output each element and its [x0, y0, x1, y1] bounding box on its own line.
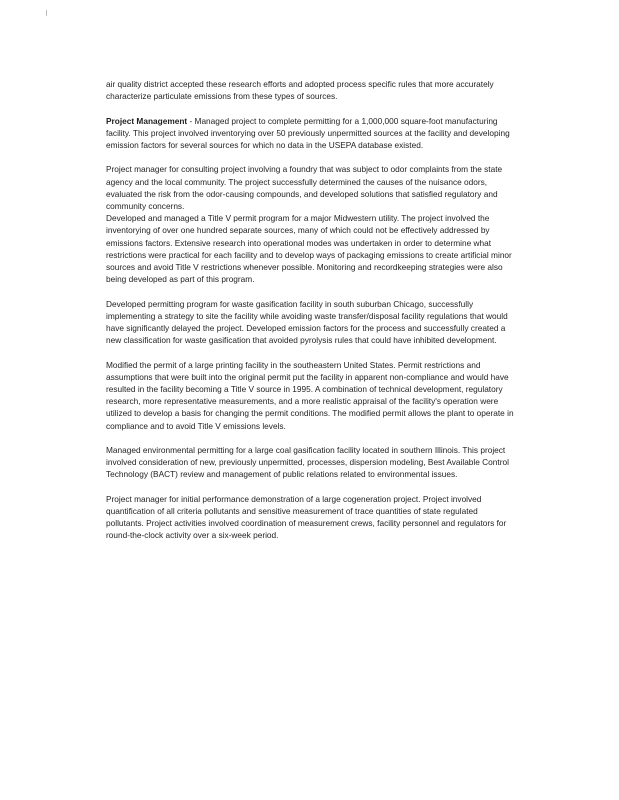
paragraph-text: Managed environmental permitting for a large coal gasification facility located in southern Illinois. This project involved consideration of new, previously unpermitted, processes, dispersion modeling, Best Available Control Technology (BACT) review and management of public relations related to environmental issues.: [106, 445, 509, 480]
paragraph-lead: Project Management: [106, 115, 188, 126]
paragraph-cogeneration: [106, 493, 516, 542]
paragraph-coal-gasification: [106, 444, 516, 481]
paragraph-title-v-utility: [106, 212, 516, 285]
paragraph-foundry: [106, 163, 516, 212]
paragraph-text: Modified the permit of a large printing facility in the southeastern United States. Permit restrictions and assumptions that were built into the original permit put the facility in apparent non-compliance and would have resulted in the facility becoming a Title V source in 1995. A combination of technical development, regulatory research, more representative measurements, and a more realistic appraisal of the facility's operation were utilized to develop a basis for changing the permit conditions. The modified permit allows the plant to operate in compliance and to avoid Title V emissions levels.: [106, 359, 514, 431]
body-text: [106, 78, 516, 554]
paragraph-text: Project manager for consulting project involving a foundry that was subject to odor complaints from the state agency and the local community. The project successfully determined the causes of the nuisance odors, evaluated the risk from the odor-causing compounds, and developed solutions that satisfied regulatory and community concerns.: [106, 164, 503, 211]
paragraph-project-management: [106, 115, 516, 152]
scan-mark: [46, 10, 47, 16]
paragraph-text: air quality district accepted these research efforts and adopted process specific rules that more accurately characterize particulate emissions from these types of sources.: [106, 79, 494, 102]
paragraph-waste-gasification: [106, 298, 516, 347]
paragraph-text: Project manager for initial performance demonstration of a large cogeneration project. Project involved quantification of all criteria pollutants and sensitive measurement of trace quantities of state regulated pollutants. Project activities involved coordination of measurement crews, facility personnel and regulators for round-the-clock activity over a six-week period.: [106, 493, 507, 541]
paragraph-air-quality: [106, 78, 516, 102]
paragraph-text: - Managed project to complete permitting for a 1,000,000 square-foot manufacturing facility. This project involved inventorying over 50 previously unpermitted sources at the facility and developing emission factors for several sources for which no data in the USEPA database existed.: [106, 115, 510, 150]
paragraph-printing-facility: [106, 359, 516, 432]
paragraph-text: Developed permitting program for waste gasification facility in south suburban Chicago, successfully implementing a strategy to site the facility while avoiding waste transfer/disposal facility regulations that would have significantly delayed the project. Developed emission factors for the process and successfully created a new classification for waste gasification that avoided pyrolysis rules that could have inhibited development.: [106, 298, 508, 346]
paragraph-text: Developed and managed a Title V permit program for a major Midwestern utility. The project involved the inventorying of over one hundred separate sources, many of which could not be effectively addressed by emissions factors. Extensive research into operational modes was undertaken in order to determine what restrictions were practical for each facility and to develop ways of packaging emissions to create artificial minor sources and avoid Title V restrictions whenever possible. Monitoring and recordkeeping strategies were also being developed as part of this program.: [106, 213, 512, 285]
